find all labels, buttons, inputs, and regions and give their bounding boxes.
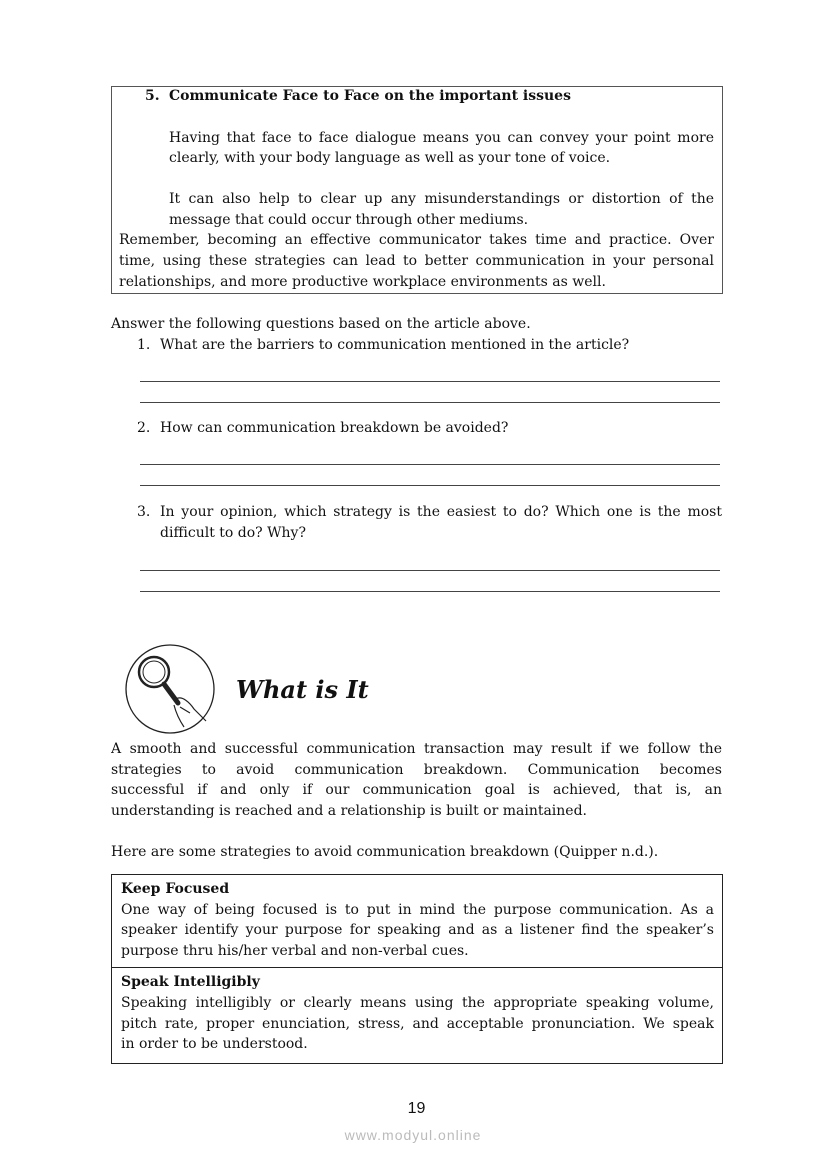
answer-line[interactable] [140, 402, 720, 403]
magnifying-glass-icon [124, 643, 216, 735]
heading-number: 5. [145, 88, 160, 104]
strategy-title: Keep Focused [121, 881, 230, 897]
question-text: In your opinion, which strategy is the easiest to do? Which one is the most [160, 504, 722, 520]
para1-line: clearly, with your body language as well as your tone of voice. [169, 150, 611, 166]
question-number: 1. [137, 337, 151, 353]
answer-line[interactable] [140, 381, 720, 382]
section-paragraph-line: successful if and only if our communication goal is achieved, that is, an [111, 782, 722, 798]
closing-line: relationships, and more productive workplace environments as well. [119, 274, 606, 290]
question-number: 3. [137, 504, 151, 520]
section-paragraph-line: understanding is reached and a relationship is built or maintained. [111, 803, 587, 819]
section-title: What is It [236, 675, 369, 704]
question-number: 2. [137, 420, 151, 436]
strategy-line: Speaking intelligibly or clearly means using the appropriate speaking volume, [121, 995, 714, 1011]
strategy-line: speaker identify your purpose for speaking and as a listener find the speaker’s [121, 922, 714, 938]
strategy-line: in order to be understood. [121, 1036, 308, 1052]
para2-line: message that could occur through other mediums. [169, 212, 529, 228]
article-heading: Communicate Face to Face on the important issues [169, 88, 571, 104]
closing-line: Remember, becoming an effective communicator takes time and practice. Over [119, 232, 714, 248]
strategy-line: pitch rate, proper enunciation, stress, and acceptable pronunciation. We speak [121, 1016, 714, 1032]
questions-intro: Answer the following questions based on the article above. [111, 316, 531, 332]
question-text: difficult to do? Why? [160, 525, 306, 541]
para2-line: It can also help to clear up any misunderstandings or distortion of the [169, 191, 714, 207]
question-text: How can communication breakdown be avoided? [160, 420, 509, 436]
strategy-title: Speak Intelligibly [121, 974, 260, 990]
strategy-line: purpose thru his/her verbal and non-verbal cues. [121, 943, 469, 959]
answer-line[interactable] [140, 485, 720, 486]
strategy-line: One way of being focused is to put in mind the purpose communication. As a [121, 902, 714, 918]
para1-line: Having that face to face dialogue means you can convey your point more [169, 130, 714, 146]
strategies-intro: Here are some strategies to avoid communication breakdown (Quipper n.d.). [111, 844, 659, 860]
page-number: 19 [407, 1100, 426, 1117]
section-paragraph-line: strategies to avoid communication breakdown. Communication becomes [111, 762, 722, 778]
answer-line[interactable] [140, 464, 720, 465]
question-text: What are the barriers to communication mentioned in the article? [160, 337, 630, 353]
table-divider [111, 967, 723, 968]
answer-line[interactable] [140, 570, 720, 571]
section-paragraph-line: A smooth and successful communication transaction may result if we follow the [111, 741, 722, 757]
watermark: www.modyul.online [344, 1127, 482, 1143]
answer-line[interactable] [140, 591, 720, 592]
closing-line: time, using these strategies can lead to better communication in your personal [119, 253, 714, 269]
